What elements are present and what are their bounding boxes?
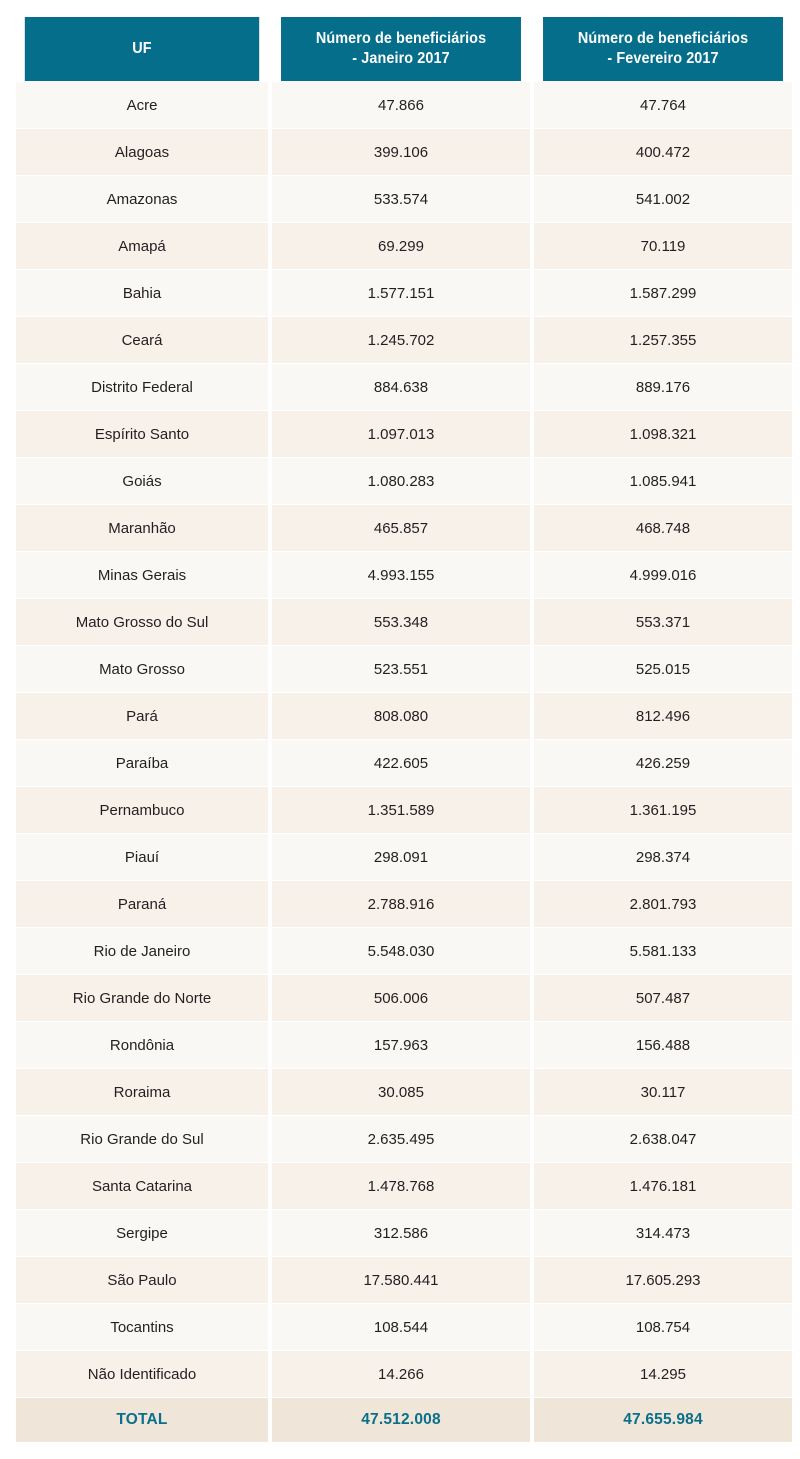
cell-uf: Paraná bbox=[16, 881, 268, 927]
table-row bbox=[16, 176, 792, 222]
total-janeiro-2017: 47.512.008 bbox=[272, 1398, 530, 1442]
total-label: TOTAL bbox=[16, 1398, 268, 1442]
cell-uf: Rondônia bbox=[16, 1022, 268, 1068]
cell-uf: Santa Catarina bbox=[16, 1163, 268, 1209]
table-row bbox=[16, 599, 792, 645]
cell-uf: Amazonas bbox=[16, 176, 268, 222]
table-row bbox=[16, 1022, 792, 1068]
cell-fevereiro-2017: 400.472 bbox=[534, 129, 792, 175]
column-header-uf: UF bbox=[25, 17, 259, 81]
cell-uf: Maranhão bbox=[16, 505, 268, 551]
table-row bbox=[16, 505, 792, 551]
table-row bbox=[16, 646, 792, 692]
table-row bbox=[16, 458, 792, 504]
cell-janeiro-2017: 1.577.151 bbox=[272, 270, 530, 316]
cell-fevereiro-2017: 1.257.355 bbox=[534, 317, 792, 363]
cell-uf: Pará bbox=[16, 693, 268, 739]
cell-uf: Acre bbox=[16, 82, 268, 128]
cell-uf: Alagoas bbox=[16, 129, 268, 175]
cell-uf: Espírito Santo bbox=[16, 411, 268, 457]
cell-uf: Rio de Janeiro bbox=[16, 928, 268, 974]
cell-fevereiro-2017: 1.587.299 bbox=[534, 270, 792, 316]
cell-fevereiro-2017: 314.473 bbox=[534, 1210, 792, 1256]
table-row bbox=[16, 223, 792, 269]
table-row bbox=[16, 129, 792, 175]
cell-fevereiro-2017: 812.496 bbox=[534, 693, 792, 739]
cell-uf: Bahia bbox=[16, 270, 268, 316]
cell-fevereiro-2017: 1.085.941 bbox=[534, 458, 792, 504]
table-row bbox=[16, 787, 792, 833]
cell-fevereiro-2017: 1.361.195 bbox=[534, 787, 792, 833]
table-row bbox=[16, 740, 792, 786]
cell-uf: Roraima bbox=[16, 1069, 268, 1115]
cell-uf: Mato Grosso do Sul bbox=[16, 599, 268, 645]
cell-janeiro-2017: 4.993.155 bbox=[272, 552, 530, 598]
cell-fevereiro-2017: 4.999.016 bbox=[534, 552, 792, 598]
cell-janeiro-2017: 14.266 bbox=[272, 1351, 530, 1397]
cell-uf: Ceará bbox=[16, 317, 268, 363]
table-row bbox=[16, 693, 792, 739]
cell-janeiro-2017: 1.478.768 bbox=[272, 1163, 530, 1209]
cell-uf: Não Identificado bbox=[16, 1351, 268, 1397]
cell-janeiro-2017: 506.006 bbox=[272, 975, 530, 1021]
table-row bbox=[16, 270, 792, 316]
cell-fevereiro-2017: 1.476.181 bbox=[534, 1163, 792, 1209]
cell-uf: Rio Grande do Norte bbox=[16, 975, 268, 1021]
table-row bbox=[16, 1351, 792, 1397]
cell-fevereiro-2017: 47.764 bbox=[534, 82, 792, 128]
cell-fevereiro-2017: 426.259 bbox=[534, 740, 792, 786]
cell-janeiro-2017: 808.080 bbox=[272, 693, 530, 739]
cell-uf: Amapá bbox=[16, 223, 268, 269]
cell-uf: Distrito Federal bbox=[16, 364, 268, 410]
cell-janeiro-2017: 1.097.013 bbox=[272, 411, 530, 457]
cell-fevereiro-2017: 70.119 bbox=[534, 223, 792, 269]
cell-janeiro-2017: 312.586 bbox=[272, 1210, 530, 1256]
cell-janeiro-2017: 298.091 bbox=[272, 834, 530, 880]
cell-janeiro-2017: 399.106 bbox=[272, 129, 530, 175]
cell-uf: Mato Grosso bbox=[16, 646, 268, 692]
cell-uf: Goiás bbox=[16, 458, 268, 504]
column-header-fevereiro-line2: - Fevereiro 2017 bbox=[607, 50, 719, 67]
table-row bbox=[16, 975, 792, 1021]
cell-fevereiro-2017: 468.748 bbox=[534, 505, 792, 551]
cell-uf: Tocantins bbox=[16, 1304, 268, 1350]
cell-janeiro-2017: 69.299 bbox=[272, 223, 530, 269]
column-header-fevereiro-2017 bbox=[543, 17, 783, 81]
cell-janeiro-2017: 30.085 bbox=[272, 1069, 530, 1115]
cell-uf: Rio Grande do Sul bbox=[16, 1116, 268, 1162]
cell-janeiro-2017: 2.635.495 bbox=[272, 1116, 530, 1162]
cell-fevereiro-2017: 30.117 bbox=[534, 1069, 792, 1115]
cell-janeiro-2017: 17.580.441 bbox=[272, 1257, 530, 1303]
column-header-janeiro-line2: - Janeiro 2017 bbox=[352, 50, 450, 67]
cell-uf: Paraíba bbox=[16, 740, 268, 786]
cell-uf: Pernambuco bbox=[16, 787, 268, 833]
table-body bbox=[16, 82, 792, 1442]
beneficiaries-table bbox=[12, 16, 796, 1443]
table-total-row bbox=[16, 1398, 792, 1442]
total-fevereiro-2017: 47.655.984 bbox=[534, 1398, 792, 1442]
column-header-fevereiro-line1: Número de beneficiários bbox=[577, 30, 749, 48]
cell-fevereiro-2017: 525.015 bbox=[534, 646, 792, 692]
cell-janeiro-2017: 422.605 bbox=[272, 740, 530, 786]
cell-fevereiro-2017: 1.098.321 bbox=[534, 411, 792, 457]
cell-fevereiro-2017: 298.374 bbox=[534, 834, 792, 880]
cell-fevereiro-2017: 889.176 bbox=[534, 364, 792, 410]
table-header bbox=[16, 17, 792, 81]
table-row bbox=[16, 82, 792, 128]
cell-uf: São Paulo bbox=[16, 1257, 268, 1303]
table-row bbox=[16, 834, 792, 880]
table-row bbox=[16, 1210, 792, 1256]
table-row bbox=[16, 1163, 792, 1209]
cell-fevereiro-2017: 14.295 bbox=[534, 1351, 792, 1397]
cell-janeiro-2017: 884.638 bbox=[272, 364, 530, 410]
table-row bbox=[16, 1257, 792, 1303]
cell-fevereiro-2017: 156.488 bbox=[534, 1022, 792, 1068]
table-row bbox=[16, 411, 792, 457]
cell-janeiro-2017: 1.245.702 bbox=[272, 317, 530, 363]
cell-uf: Sergipe bbox=[16, 1210, 268, 1256]
cell-janeiro-2017: 1.080.283 bbox=[272, 458, 530, 504]
cell-janeiro-2017: 533.574 bbox=[272, 176, 530, 222]
cell-janeiro-2017: 157.963 bbox=[272, 1022, 530, 1068]
column-header-janeiro-2017 bbox=[281, 17, 521, 81]
cell-uf: Minas Gerais bbox=[16, 552, 268, 598]
cell-janeiro-2017: 1.351.589 bbox=[272, 787, 530, 833]
cell-fevereiro-2017: 17.605.293 bbox=[534, 1257, 792, 1303]
cell-fevereiro-2017: 2.801.793 bbox=[534, 881, 792, 927]
cell-janeiro-2017: 5.548.030 bbox=[272, 928, 530, 974]
cell-uf: Piauí bbox=[16, 834, 268, 880]
cell-fevereiro-2017: 5.581.133 bbox=[534, 928, 792, 974]
table-row bbox=[16, 1069, 792, 1115]
table-row bbox=[16, 1304, 792, 1350]
table-row bbox=[16, 881, 792, 927]
cell-janeiro-2017: 47.866 bbox=[272, 82, 530, 128]
table-row bbox=[16, 1116, 792, 1162]
cell-janeiro-2017: 108.544 bbox=[272, 1304, 530, 1350]
table-row bbox=[16, 552, 792, 598]
cell-fevereiro-2017: 541.002 bbox=[534, 176, 792, 222]
cell-janeiro-2017: 553.348 bbox=[272, 599, 530, 645]
cell-fevereiro-2017: 553.371 bbox=[534, 599, 792, 645]
column-header-janeiro-line1: Número de beneficiários bbox=[315, 30, 487, 48]
cell-fevereiro-2017: 2.638.047 bbox=[534, 1116, 792, 1162]
table-header-row bbox=[16, 17, 792, 81]
cell-fevereiro-2017: 108.754 bbox=[534, 1304, 792, 1350]
table-row bbox=[16, 928, 792, 974]
cell-janeiro-2017: 2.788.916 bbox=[272, 881, 530, 927]
table-row bbox=[16, 364, 792, 410]
cell-fevereiro-2017: 507.487 bbox=[534, 975, 792, 1021]
cell-janeiro-2017: 465.857 bbox=[272, 505, 530, 551]
table-row bbox=[16, 317, 792, 363]
cell-janeiro-2017: 523.551 bbox=[272, 646, 530, 692]
